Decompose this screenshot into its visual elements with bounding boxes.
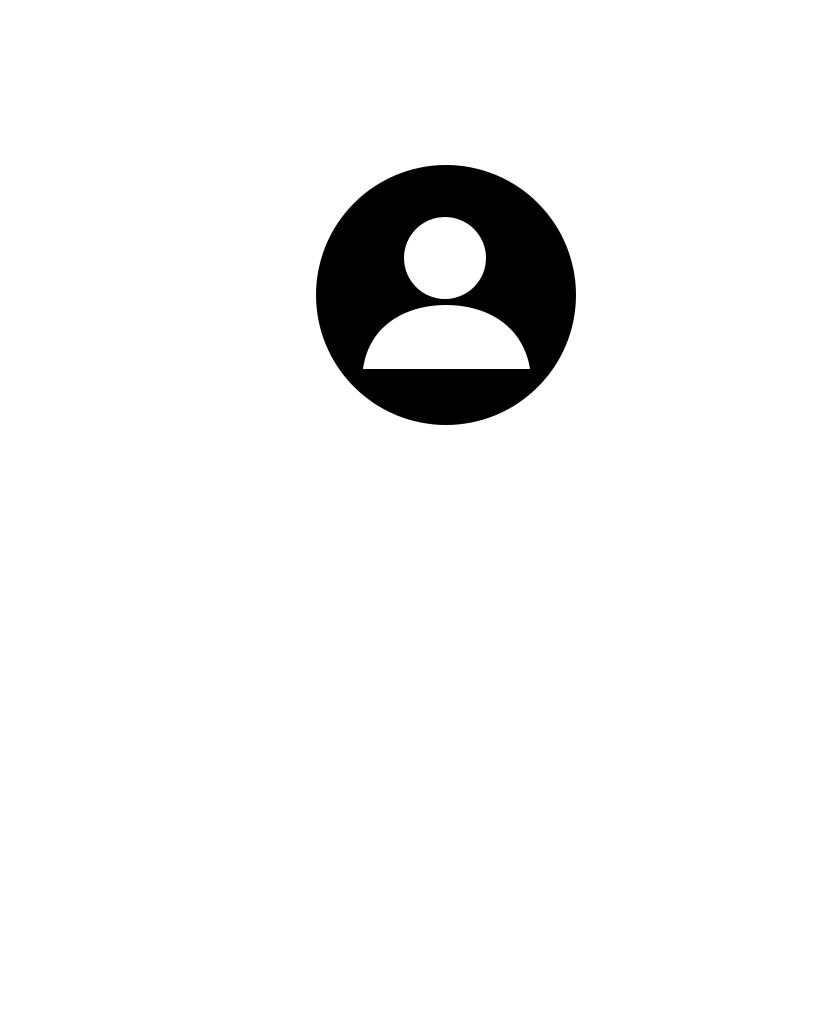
avatar[interactable] xyxy=(316,165,576,425)
user-profile-icon xyxy=(316,165,576,425)
avatar-head xyxy=(404,217,486,299)
